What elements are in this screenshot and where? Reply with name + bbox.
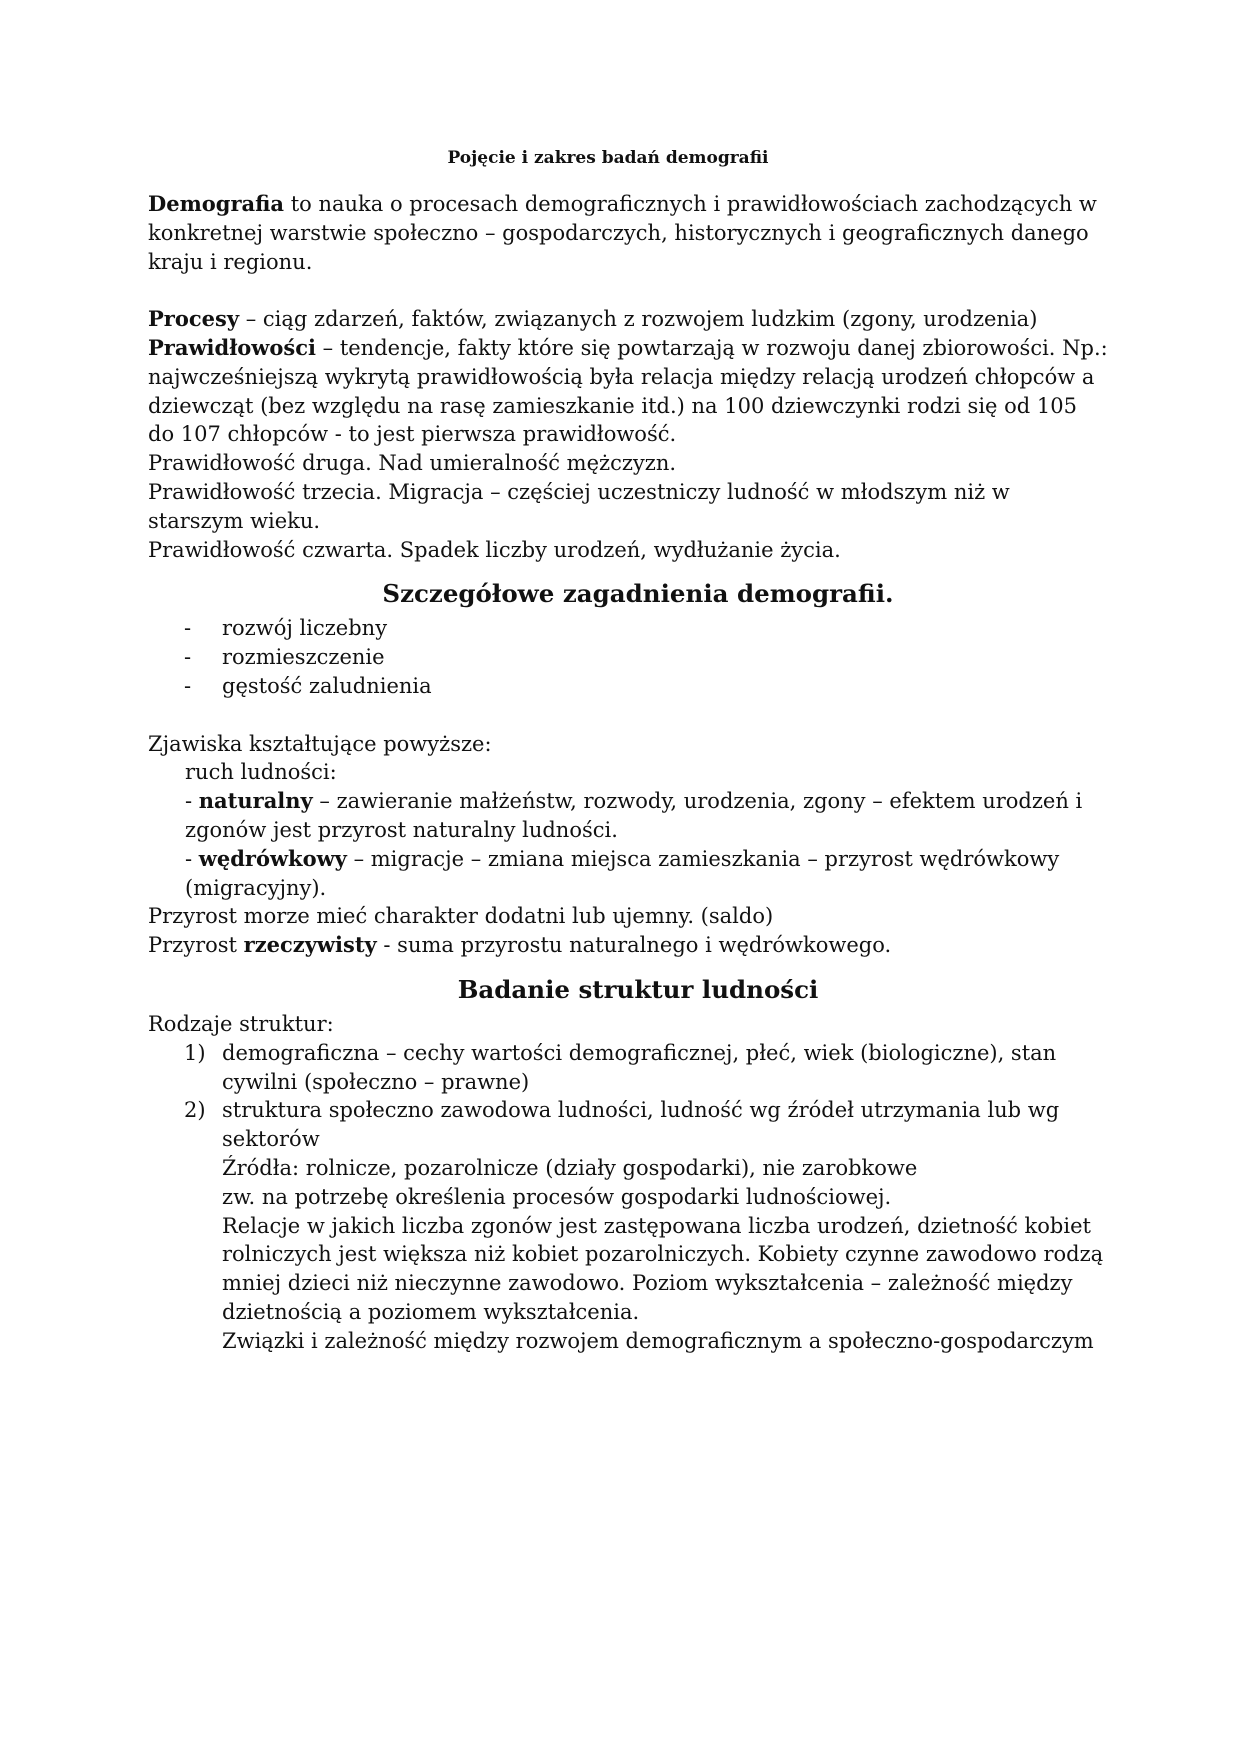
natural-prefix: -: [185, 789, 199, 814]
details-list: [148, 614, 1108, 700]
section-heading-details: Szczegółowe zagadnienia demografii.: [382, 579, 894, 609]
links-line: Związki i zależność między rozwojem demograficznym a społeczno-gospodarczym: [222, 1328, 1094, 1353]
section-heading-structures: Badanie struktur ludności: [457, 974, 819, 1004]
intro-text: to nauka o procesach demograficznych i prawidłowościach zachodzących w konkretnej warstwie społeczno – gospodarczych, historycznych i geograficznych danego kraju i regionu.: [148, 192, 1097, 274]
prawidlowosci-term: Prawidłowości: [148, 334, 316, 360]
document-body: [148, 146, 1108, 1355]
list-item: [148, 672, 1108, 701]
migration-prefix: -: [185, 846, 199, 871]
list-item-text: rozmieszczenie: [222, 645, 385, 670]
regularity-fourth: Prawidłowość czwarta. Spadek liczby urodzeń, wydłużanie życia.: [148, 537, 841, 562]
regularity-second: Prawidłowość druga. Nad umieralność mężczyzn.: [148, 451, 677, 476]
procesy-term: Procesy: [148, 306, 240, 332]
list-bullet: -: [184, 645, 192, 670]
migration-term: wędrówkowy: [198, 845, 347, 871]
sources-line: Źródła: rolnicze, pozarolnicze (działy gospodarki), nie zarobkowe: [222, 1155, 918, 1180]
list-item: [148, 614, 1108, 643]
real-term: rzeczywisty: [243, 932, 377, 958]
list-item-text: rozwój liczebny: [222, 616, 388, 641]
natural-movement: [148, 787, 1108, 845]
migration-movement: [148, 845, 1108, 903]
list-bullet: -: [184, 616, 192, 641]
real-growth: [148, 931, 1108, 960]
natural-term: naturalny: [198, 788, 313, 814]
intro-paragraph: [148, 190, 1108, 276]
list-item-text: gęstość zaludnienia: [222, 673, 432, 698]
regularity-third: Prawidłowość trzecia. Migracja – częściej uczestniczy ludność w młodszym niż w starszym wieku.: [148, 479, 1010, 533]
list-item: [148, 643, 1108, 672]
list-number: 1): [184, 1040, 206, 1065]
list-item: [148, 1096, 1108, 1154]
movement-label: ruch ludności:: [185, 760, 337, 785]
list-bullet: -: [184, 673, 192, 698]
list-item-text: demograficzna – cechy wartości demograficznej, płeć, wiek (biologiczne), stan cywilni (społeczno – prawne): [222, 1040, 1057, 1094]
relations-paragraph: Relacje w jakich liczba zgonów jest zastępowana liczba urodzeń, dzietność kobiet rolniczych jest większa niż kobiet pozarolniczych. Kobiety czynne zawodowo rodzą mniej dzieci niż nieczynne zawodowo. Poziom wykształcenia – zależność między dzietnością a poziomem wykształcenia.: [222, 1213, 1104, 1324]
intro-term: Demografia: [148, 191, 285, 216]
list-number: 2): [184, 1098, 206, 1123]
growth-line: Przyrost morze mieć charakter dodatni lub ujemny. (saldo): [148, 904, 774, 929]
definition-prawidlowosci: [148, 334, 1108, 449]
real-prefix: Przyrost: [148, 933, 244, 958]
needs-line: zw. na potrzebę określenia procesów gospodarki ludnościowej.: [222, 1184, 892, 1209]
prawidlowosci-text: – tendencje, fakty które się powtarzają w rozwoju danej zbiorowości. Np.: najwcześniejszą wykrytą prawidłowością była relacja między relacją urodzeń chłopców a dziewcząt (bez względu na rasę zamieszkanie itd.) na 100 dziewczynki rodzi się od 105 do 107 chłopców - to jest pierwsza prawidłowość.: [148, 335, 1108, 447]
real-text: - suma przyrostu naturalnego i wędrówkowego.: [376, 933, 892, 958]
definition-procesy: [148, 305, 1108, 334]
natural-text: – zawieranie małżeństw, rozwody, urodzenia, zgony – efektem urodzeń i zgonów jest przyrost naturalny ludności.: [185, 789, 1083, 842]
structures-list: [148, 1039, 1108, 1154]
document-title: Pojęcie i zakres badań demografii: [447, 148, 769, 168]
list-item-text: struktura społeczno zawodowa ludności, ludność wg źródeł utrzymania lub wg sektorów: [222, 1098, 1060, 1152]
types-label: Rodzaje struktur:: [148, 1011, 334, 1036]
phenomena-label: Zjawiska kształtujące powyższe:: [148, 731, 492, 756]
list-item: [148, 1039, 1108, 1097]
procesy-text: – ciąg zdarzeń, faktów, związanych z rozwojem ludzkim (zgony, urodzenia): [239, 307, 1038, 332]
migration-text: – migracje – zmiana miejsca zamieszkania – przyrost wędrówkowy (migracyjny).: [185, 846, 1060, 900]
